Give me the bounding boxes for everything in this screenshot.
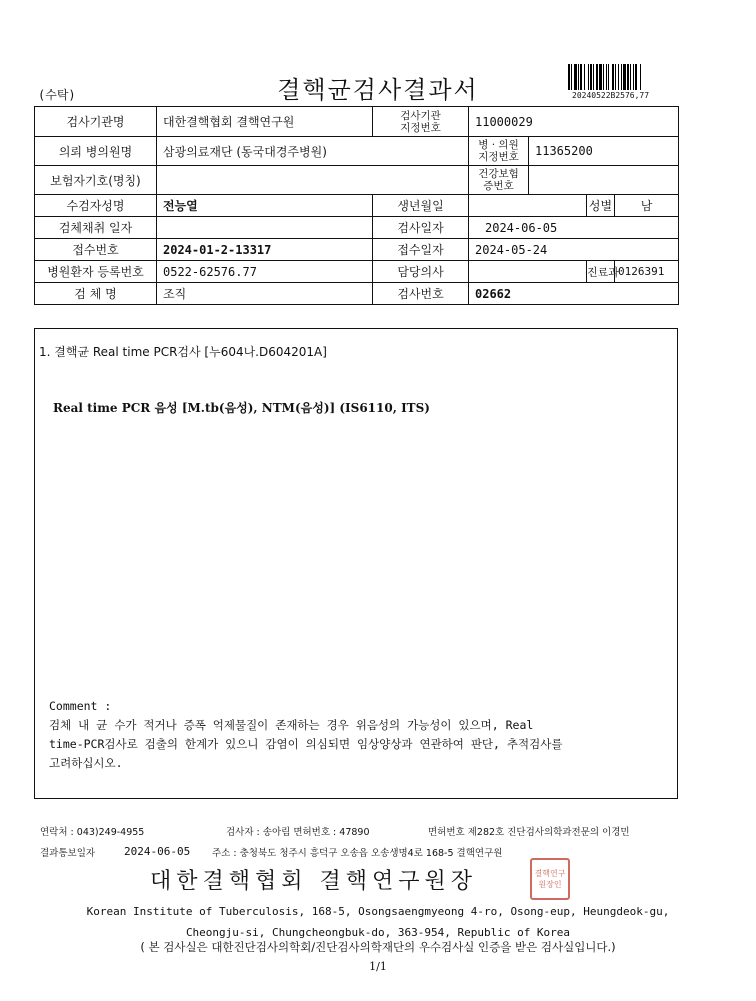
table-row [35,261,679,283]
patient-reg-label: 병원환자 등록번호 [35,261,157,283]
insurance-no-value [529,166,679,195]
specimen-value: 조직 [157,283,373,305]
receipt-no-value: 2024-01-2-13317 [157,239,373,261]
document-title: 결핵균검사결과서 [277,76,479,104]
table-row [35,239,679,261]
korean-address: 주소 : 충청북도 청주시 흥덕구 오송읍 오송생명4로 168-5 결핵연구원 [212,848,503,859]
receipt-no-label: 접수번호 [35,239,157,261]
patient-reg-value: 0522-62576.77 [157,261,373,283]
info-table [34,106,679,305]
hospital-code-value: 11365200 [529,137,679,166]
department-label: 진료과 [587,261,615,283]
notify-date-label: 결과통보일자 [40,848,96,859]
result-test-title: 1. 결핵균 Real time PCR검사 [누604나.D604201A] [39,345,327,359]
comment-line: 검체 내 균 수가 적거나 증폭 억제물질이 존재하는 경우 위음성의 가능성이 있으며, Real [49,718,534,732]
test-no-label: 검사번호 [373,283,469,305]
barcode-number: 20240522B2576,77 [572,91,650,100]
tester-info: 검사자 : 송아림 면허번호 : 47890 [226,827,370,838]
page-number: 1/1 [369,960,387,973]
comment-block [49,697,661,773]
hospital-name-value: 삼광의료재단 (동국대경주병원) [157,137,469,166]
hospital-code-label: 병 · 의원 지정번호 [469,137,529,166]
lab-code-label: 검사기관 지정번호 [373,107,469,137]
doctor-label: 담당의사 [373,261,469,283]
birthdate-value [469,195,587,217]
collection-date-label: 검체채취 일자 [35,217,157,239]
comment-title: Comment : [49,699,112,713]
hospital-name-label: 의뢰 병의원명 [35,137,157,166]
barcode [568,64,656,90]
receipt-date-value: 2024-05-24 [469,239,679,261]
contact-info: 연락처 : 043)249-4955 [40,827,145,838]
english-address-line: Cheongju-si, Chungcheongbuk-do, 363-954, Republic of Korea [185,926,571,939]
test-date-label: 검사일자 [373,217,469,239]
insurer-value [157,166,469,195]
sex-value: 남 [615,195,679,217]
lab-name-label: 검사기관명 [35,107,157,137]
table-row [35,195,679,217]
table-row [35,166,679,195]
specimen-label: 검 체 명 [35,283,157,305]
copy-label: (수탁) [38,88,76,102]
certification-note: ( 본 검사실은 대한진단검사의학회/진단검사의학재단의 우수검사실 인증을 받은 검사실입니다.) [140,940,616,954]
organization-name: 대한결핵협회 결핵연구원장 [150,869,478,894]
department-value: 0126391 [615,261,679,283]
official-seal: 결핵연구원장인 [530,858,570,900]
comment-line: 고려하십시오. [49,756,123,770]
collection-date-value [157,217,373,239]
english-address-line: Korean Institute of Tuberculosis, 168-5, Osongsaengmyeong 4-ro, Osong-eup, Heungdeok-gu, [86,905,670,918]
lab-name-value: 대한결핵협회 결핵연구원 [157,107,373,137]
lab-code-value: 11000029 [469,107,679,137]
table-row [35,217,679,239]
insurance-no-label: 건강보험 증번호 [469,166,529,195]
notify-date-value: 2024-06-05 [124,845,191,858]
receipt-date-label: 접수일자 [373,239,469,261]
patient-name-label: 수검자성명 [35,195,157,217]
table-row [35,283,679,305]
test-no-value: 02662 [469,283,679,305]
doctor-value [469,261,587,283]
table-row [35,107,679,137]
table-row [35,137,679,166]
patient-name-value: 전능열 [157,195,373,217]
specialist-info: 면허번호 제282호 진단검사의학과전문의 이경민 [428,827,630,838]
birthdate-label: 생년월일 [373,195,469,217]
test-date-value: 2024-06-05 [469,217,679,239]
insurer-label: 보험자기호(명칭) [35,166,157,195]
results-box [34,328,678,799]
sex-label: 성별 [587,195,615,217]
result-value: Real time PCR 음성 [M.tb(음성), NTM(음성)] (IS6110, ITS) [53,401,430,415]
comment-line: time-PCR검사로 검출의 한계가 있으니 감염이 의심되면 임상양상과 연관하여 판단, 추적검사를 [49,737,563,751]
